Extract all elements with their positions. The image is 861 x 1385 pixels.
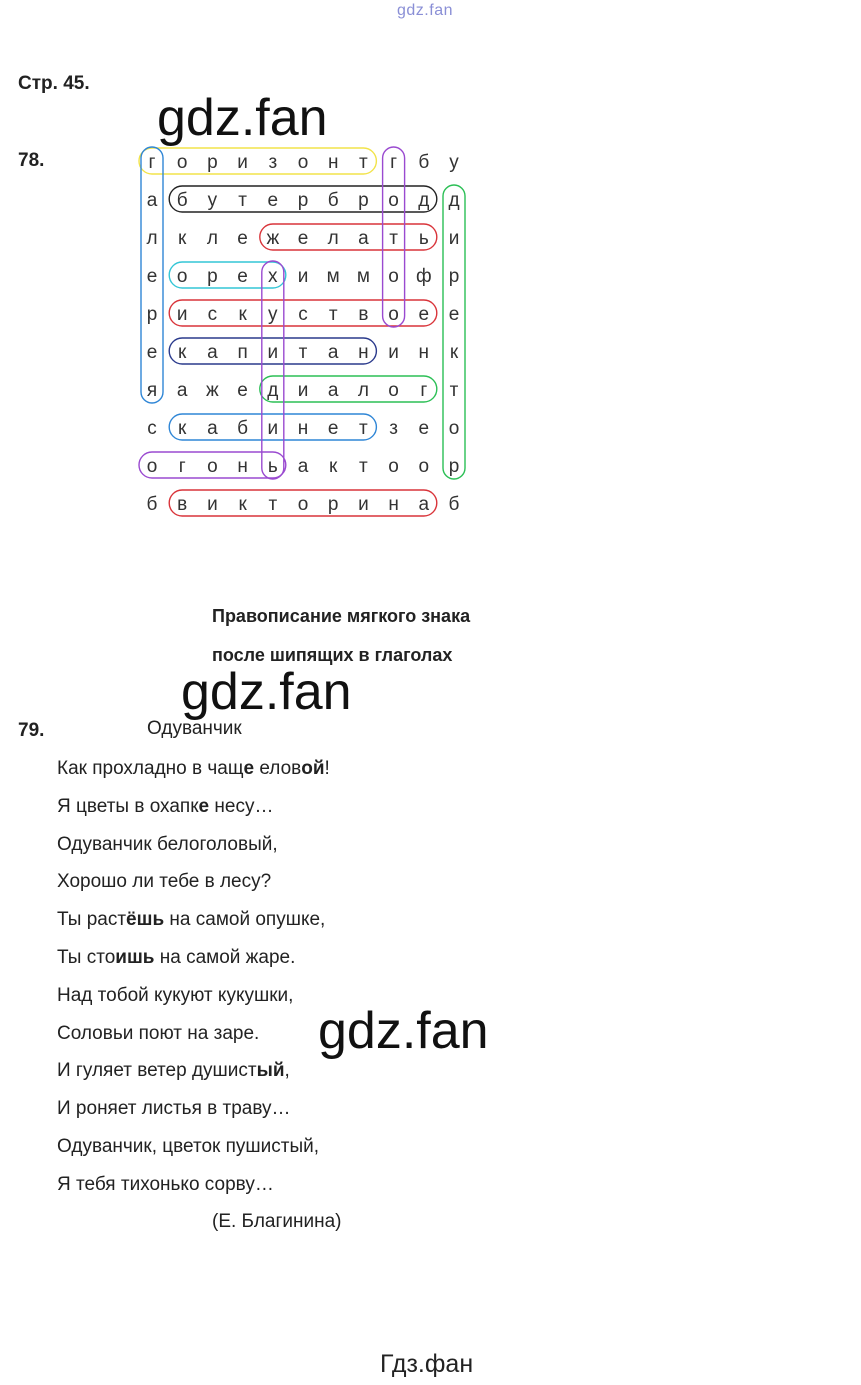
poem-text: Как прохладно в чащ [57, 758, 244, 779]
task-79-number: 79. [18, 720, 45, 741]
grid-letter: з [389, 418, 398, 439]
grid-letter: е [327, 418, 339, 439]
grid-letter: д [267, 380, 279, 401]
grid-letter: о [297, 152, 309, 173]
poem-line [57, 758, 330, 780]
grid-letter: в [358, 304, 369, 325]
grid-letter: о [297, 494, 309, 515]
grid-letter: л [327, 228, 339, 249]
grid-letter: р [327, 494, 339, 515]
grid-letter: л [146, 228, 158, 249]
poem-text: на самой опушке, [164, 909, 326, 931]
grid-letter: т [298, 342, 308, 363]
grid-letter: е [418, 304, 430, 325]
poem-highlight: е [198, 795, 210, 817]
grid-letter: ж [206, 380, 219, 401]
poem-line [57, 1060, 290, 1082]
grid-letter: а [327, 342, 339, 363]
grid-letter: ь [267, 456, 278, 477]
grid-letter: о [388, 266, 399, 287]
poem-text: Ты раст [57, 909, 127, 931]
grid-letter: ф [415, 266, 432, 287]
grid-letter: ж [266, 228, 280, 249]
grid-letter: и [388, 342, 399, 363]
grid-letter: е [418, 418, 430, 439]
grid-letter: м [326, 266, 340, 287]
grid-letter: а [327, 380, 339, 401]
grid-letter: и [358, 494, 369, 515]
watermark-1: gdz.fan [157, 89, 328, 147]
grid-letter: к [178, 228, 187, 249]
grid-letter: о [388, 456, 399, 477]
poem-line [57, 947, 295, 969]
grid-letter: и [297, 266, 309, 287]
grid-letter: о [146, 456, 158, 477]
poem-line [57, 1174, 274, 1196]
grid-letter: о [418, 456, 430, 477]
grid-letter: у [268, 304, 278, 325]
poem-line [57, 871, 271, 893]
poem-highlight: ый [256, 1060, 285, 1082]
highlight-горизонт [139, 148, 376, 174]
poem-text: Соловьи поют на заре. [57, 1022, 260, 1044]
grid-letter: е [237, 266, 248, 287]
grid-letter: г [178, 456, 186, 477]
grid-letter: р [448, 456, 460, 477]
grid-letter: о [176, 266, 188, 287]
poem-line [57, 909, 325, 931]
grid-letter: б [146, 494, 158, 515]
poem-text: Одуванчик белоголовый, [57, 833, 278, 855]
grid-letter: б [176, 190, 188, 211]
grid-letter: р [358, 190, 369, 211]
highlight-диалог [260, 376, 437, 402]
highlight-желать [260, 224, 437, 250]
poem-line [57, 1023, 259, 1045]
poem-text: , [284, 1060, 290, 1082]
grid-letter: е [448, 304, 460, 325]
footer-text: Гдз.фан [380, 1350, 474, 1378]
grid-letter: в [177, 494, 188, 515]
grid-letter: е [146, 342, 158, 363]
grid-letter: т [359, 456, 368, 477]
word-search-grid [0, 0, 861, 540]
grid-letter: я [146, 380, 158, 401]
grid-letter: е [146, 266, 158, 287]
poem-text: Хорошо ли тебе в лесу? [57, 871, 272, 893]
poem-highlight: е [243, 758, 255, 779]
grid-letter: а [418, 494, 430, 515]
grid-letter: н [327, 152, 339, 173]
grid-letter: т [359, 152, 368, 173]
grid-letter: е [267, 190, 279, 211]
grid-letter: с [298, 304, 308, 325]
grid-letter: п [237, 342, 248, 363]
grid-letter: ь [418, 228, 429, 249]
grid-letter: а [297, 456, 309, 477]
grid-letter: г [390, 152, 398, 173]
grid-letter: и [267, 418, 279, 439]
grid-letter: р [146, 304, 158, 325]
grid-letter: т [359, 418, 368, 439]
grid-letter: о [176, 152, 188, 173]
grid-letter: р [297, 190, 309, 211]
grid-letter: е [297, 228, 309, 249]
poem-text: Ты сто [57, 947, 116, 968]
grid-letter: а [176, 380, 188, 401]
highlight-хустина [262, 261, 284, 479]
poem-text: И гуляет ветер душист [57, 1060, 257, 1082]
poem-highlight: ишь [115, 947, 155, 968]
grid-letter: к [178, 418, 187, 439]
poem-line [57, 1136, 319, 1158]
grid-letter: х [268, 266, 278, 287]
poem-text: Я тебя тихонько сорву… [57, 1173, 274, 1195]
grid-letter: д [448, 190, 460, 211]
grid-letter: н [418, 342, 430, 363]
grid-letter: б [327, 190, 339, 211]
poem-author: (Е. Благинина) [212, 1211, 342, 1232]
grid-letter: и [176, 304, 188, 325]
poem-text: ! [324, 758, 330, 779]
grid-letter: з [268, 152, 278, 173]
grid-letter: и [207, 494, 218, 515]
grid-letter: о [388, 380, 399, 401]
grid-letter: с [147, 418, 157, 439]
page-reference: Стр. 45. [18, 73, 90, 94]
grid-letter: м [356, 266, 370, 287]
grid-letter: л [206, 228, 218, 249]
grid-letter: н [297, 418, 309, 439]
grid-letter: т [238, 190, 247, 211]
grid-letter: а [146, 190, 158, 211]
grid-letter: г [148, 152, 156, 173]
poem-text: Одуванчик, цветок пушистый, [57, 1136, 320, 1157]
grid-letter: у [207, 190, 218, 211]
grid-letter: а [358, 228, 369, 249]
poem-text: И роняет листья в траву… [57, 1098, 291, 1120]
grid-letter: к [238, 304, 247, 325]
grid-letter: н [358, 342, 369, 363]
grid-letter: т [268, 494, 278, 515]
watermark-2: gdz.fan [181, 663, 352, 721]
poem-text: несу… [209, 795, 274, 817]
grid-letter: г [420, 380, 428, 401]
grid-letter: н [237, 456, 248, 477]
poem-highlight: ёшь [126, 909, 165, 931]
grid-letter: б [418, 152, 430, 173]
grid-letter: к [449, 342, 459, 363]
grid-letter: и [237, 152, 248, 173]
grid-letter: е [237, 380, 248, 401]
grid-letter: е [237, 228, 248, 249]
header-watermark: gdz.fan [397, 2, 453, 19]
poem-highlight: ой [301, 758, 325, 779]
poem-line [57, 834, 278, 856]
poem-text: елов [254, 758, 302, 779]
grid-letter: б [237, 418, 249, 439]
grid-letter: л [357, 380, 369, 401]
poem-text: Над тобой кукуют кукушки, [57, 984, 294, 1006]
poem-title: Одуванчик [147, 718, 242, 739]
grid-letter: т [389, 228, 398, 249]
grid-letter: и [267, 342, 279, 363]
section-heading-line-2: после шипящих в глаголах [212, 645, 453, 665]
grid-letter: к [178, 342, 187, 363]
grid-letter: н [388, 494, 399, 515]
grid-letter: о [388, 190, 399, 211]
grid-letter: о [448, 418, 460, 439]
grid-letter: р [448, 266, 460, 287]
watermark-3: gdz.fan [318, 1002, 489, 1060]
grid-letter: д [418, 190, 430, 211]
grid-letter: о [207, 456, 218, 477]
grid-letter: о [388, 304, 399, 325]
grid-letter: т [449, 380, 459, 401]
grid-letter: р [207, 266, 218, 287]
grid-letter: б [448, 494, 460, 515]
grid-letter: к [238, 494, 247, 515]
grid-letter: а [207, 418, 218, 439]
task-78-number: 78. [18, 150, 45, 171]
grid-letter: а [207, 342, 218, 363]
grid-letter: у [449, 152, 459, 173]
poem-text: Я цветы в охапк [57, 795, 199, 817]
grid-letter: с [207, 304, 218, 325]
grid-letter: р [207, 152, 218, 173]
grid-letter: и [297, 380, 309, 401]
poem-text: на самой жаре. [154, 947, 296, 968]
poem-line [57, 1098, 291, 1120]
grid-letter: и [448, 228, 460, 249]
poem-line [57, 985, 293, 1007]
section-heading-line-1: Правописание мягкого знака [212, 606, 471, 626]
poem-line [57, 796, 273, 818]
grid-letter: т [328, 304, 338, 325]
grid-letter: к [329, 456, 338, 477]
